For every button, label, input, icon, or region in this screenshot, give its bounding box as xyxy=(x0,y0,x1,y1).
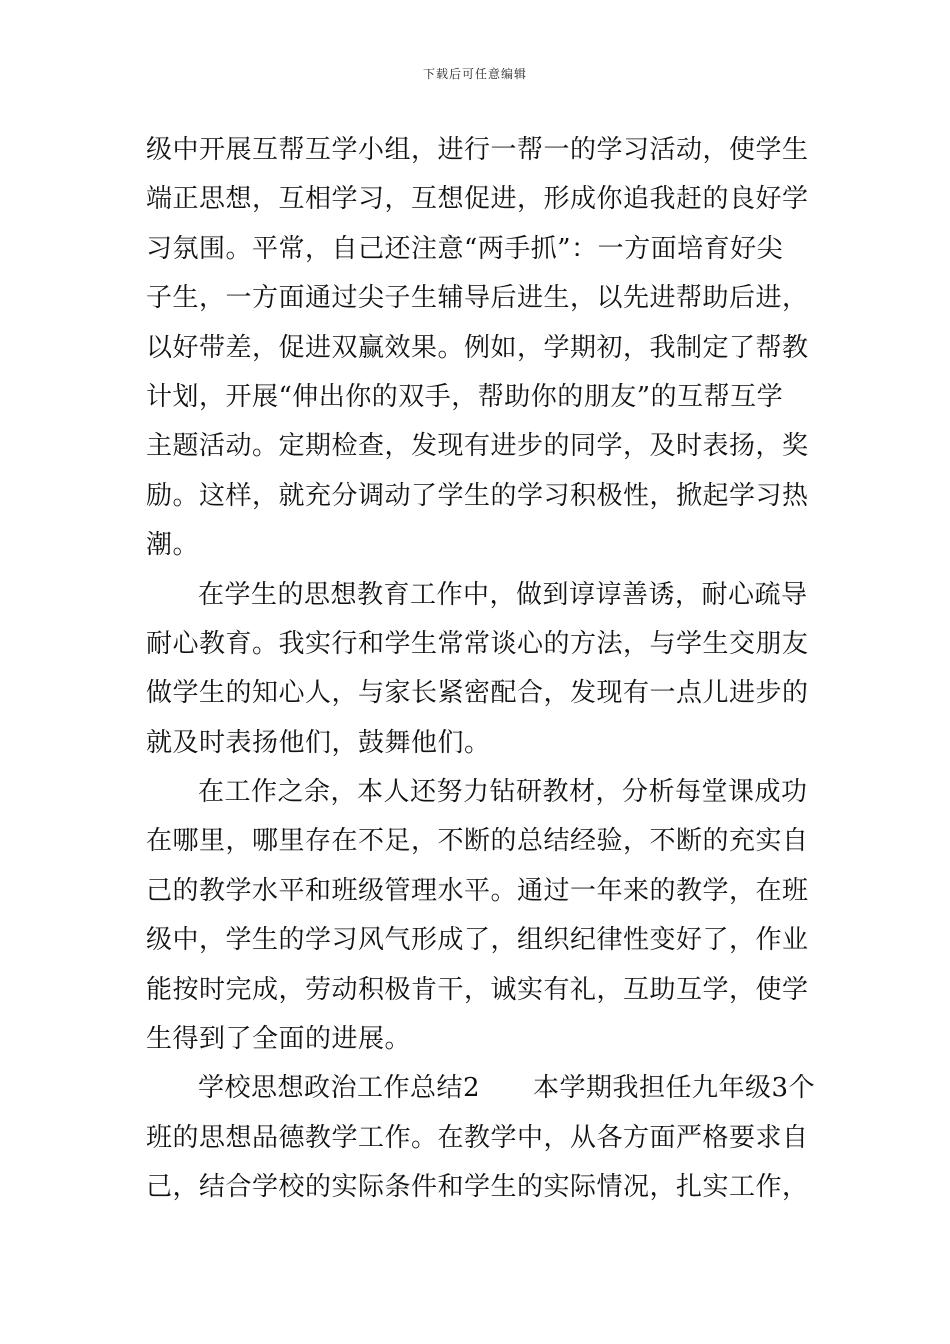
text-line: 就及时表扬他们，鼓舞他们。 xyxy=(146,727,491,758)
text-line: 端正思想，互相学习，互想促进，形成你追我赶的良好学 xyxy=(146,184,809,215)
text-line: 励。这样，就充分调动了学生的学习积极性，掀起学习热 xyxy=(146,480,809,511)
text-line: 己，结合学校的实际条件和学生的实际情况，扎实工作， xyxy=(146,1172,809,1203)
text-line: 己的教学水平和班级管理水平。通过一年来的教学，在班 xyxy=(146,875,809,906)
text-line: 子生，一方面通过尖子生辅导后进生，以先进帮助后进， xyxy=(146,283,809,314)
text-line: 做学生的知心人，与家长紧密配合，发现有一点儿进步的 xyxy=(146,678,809,709)
text-line: 以好带差，促进双赢效果。例如，学期初，我制定了帮教 xyxy=(146,332,809,363)
page-header: 下载后可任意编辑 xyxy=(422,67,527,81)
text-line: 计划，开展“伸出你的双手，帮助你的朋友”的互帮互学 xyxy=(146,381,784,412)
text-line: 班的思想品德教学工作。在教学中，从各方面严格要求自 xyxy=(146,1122,809,1153)
text-line: 能按时完成，劳动积极肯干，诚实有礼，互助互学，使学 xyxy=(146,974,809,1005)
document-body xyxy=(146,126,816,1213)
text-line: 级中开展互帮互学小组，进行一帮一的学习活动，使学生 xyxy=(146,135,809,165)
text-line: 潮。 xyxy=(146,530,200,561)
text-line: 习氛围。平常，自己还注意“两手抓”：一方面培育好尖 xyxy=(146,233,784,264)
paragraph-start-line: 在学生的思想教育工作中，做到谆谆善诱，耐心疏导 xyxy=(198,579,808,610)
text-line: 级中，学生的学习风气形成了，组织纪律性变好了，作业 xyxy=(146,925,809,956)
text-line: 主题活动。定期检查，发现有进步的同学，及时表扬，奖 xyxy=(146,431,809,462)
text-line: 在哪里，哪里存在不足，不断的总结经验，不断的充实自 xyxy=(146,826,809,857)
paragraph-start-line: 学校思想政治工作总结2 本学期我担任九年级3个 xyxy=(198,1073,816,1104)
text-line: 生得到了全面的进展。 xyxy=(146,1024,412,1055)
paragraph-start-line: 在工作之余，本人还努力钻研教材，分析每堂课成功 xyxy=(198,777,808,808)
text-line: 耐心教育。我实行和学生常常谈心的方法，与学生交朋友 xyxy=(146,628,809,659)
